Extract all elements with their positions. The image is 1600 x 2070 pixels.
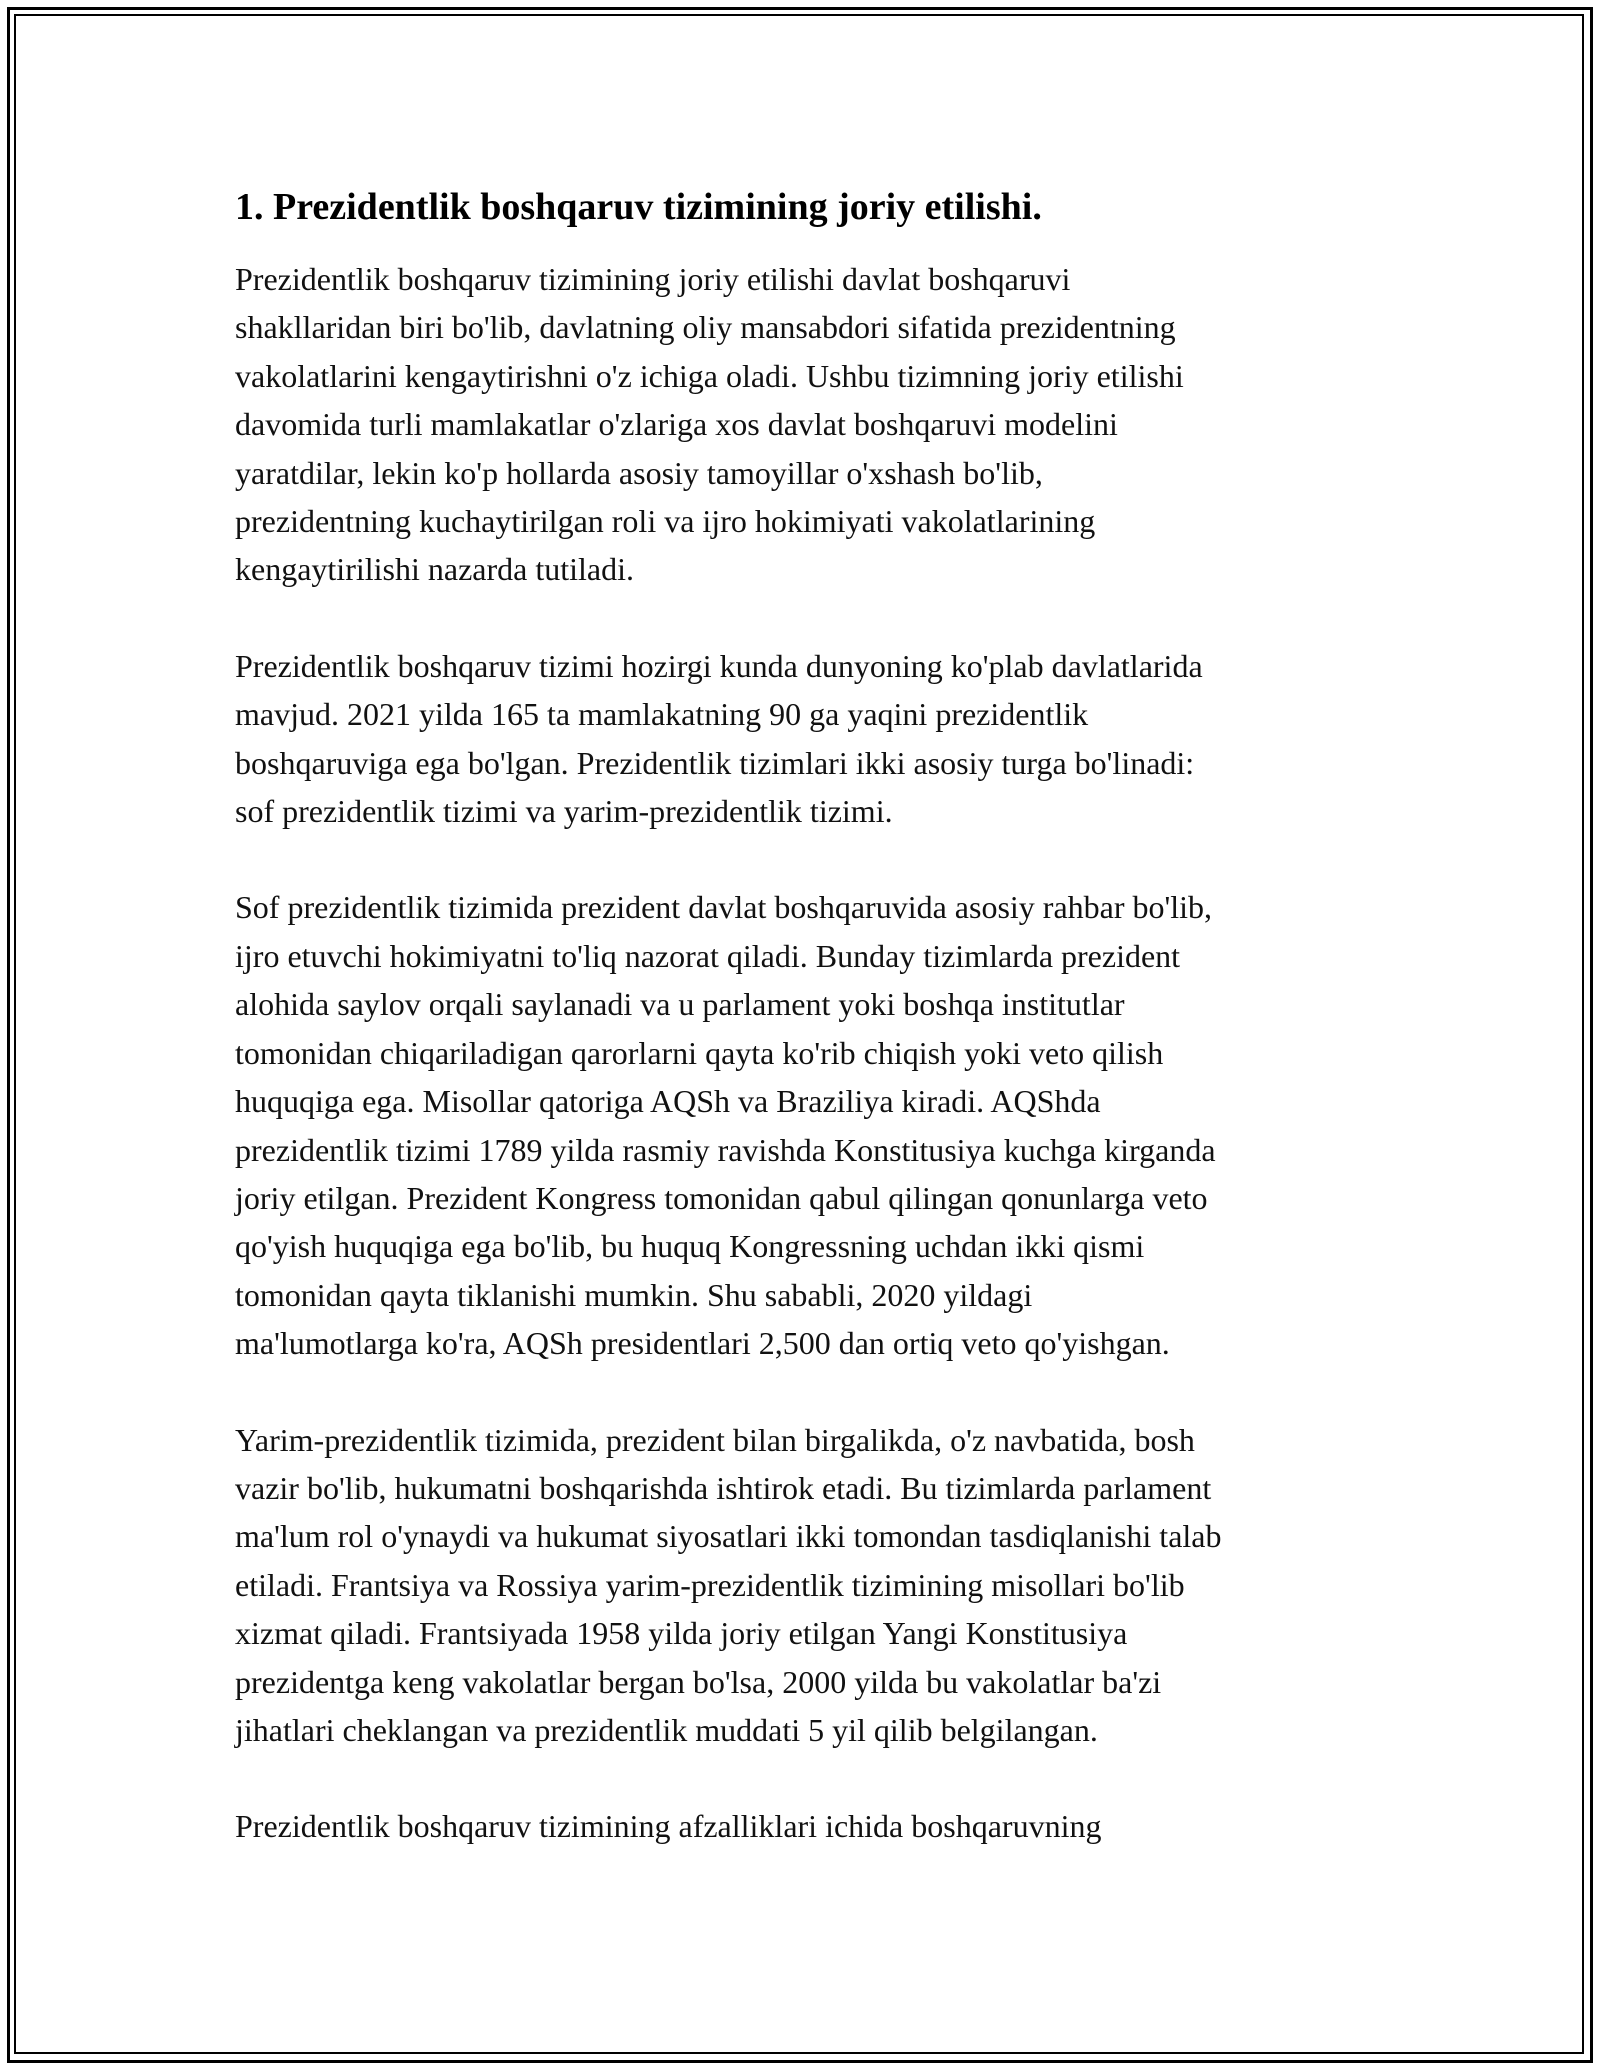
paragraph-line: vakolatlarini kengaytirishni o'z ichiga oladi. Ushbu tizimning joriy etilishi: [235, 357, 1184, 394]
paragraph-line: mavjud. 2021 yilda 165 ta mamlakatning 90 ga yaqini prezidentlik: [235, 696, 1089, 733]
paragraph-line: alohida saylov orqali saylanadi va u parlament yoki boshqa institutlar: [235, 986, 1125, 1023]
paragraph-pure-presidential: [235, 883, 1375, 1367]
paragraph-statistics: [235, 642, 1375, 836]
paragraph-line: prezidentga keng vakolatlar bergan bo'lsa, 2000 yilda bu vakolatlar ba'zi: [235, 1663, 1162, 1700]
paragraph-line: vazir bo'lib, hukumatni boshqarishda ishtirok etadi. Bu tizimlarda parlament: [235, 1469, 1212, 1506]
paragraph-intro: [235, 255, 1375, 594]
paragraph-line: huquqiga ega. Misollar qatoriga AQSh va Braziliya kiradi. AQShda: [235, 1083, 1101, 1120]
paragraph-line: tomonidan qayta tiklanishi mumkin. Shu sababli, 2020 yildagi: [235, 1276, 1033, 1313]
paragraph-line: sof prezidentlik tizimi va yarim-prezidentlik tizimi.: [235, 793, 893, 830]
paragraph-line: ijro etuvchi hokimiyatni to'liq nazorat qiladi. Bunday tizimlarda prezident: [235, 937, 1181, 974]
paragraph-line: Yarim-prezidentlik tizimida, prezident bilan birgalikda, o'z navbatida, bosh: [235, 1421, 1195, 1458]
paragraph-line: Prezidentlik boshqaruv tizimining joriy etilishi davlat boshqaruvi: [235, 261, 1071, 297]
paragraph-line: ma'lumotlarga ko'ra, AQSh presidentlari 2,500 dan ortiq veto qo'yishgan.: [235, 1325, 1170, 1362]
paragraph-line: kengaytirilishi nazarda tutiladi.: [235, 551, 634, 588]
paragraph-line: ma'lum rol o'ynaydi va hukumat siyosatlari ikki tomondan tasdiqlanishi talab: [235, 1518, 1222, 1555]
paragraph-line: yaratdilar, lekin ko'p hollarda asosiy tamoyillar o'xshash bo'lib,: [235, 454, 1043, 491]
paragraph-advantages: [235, 1802, 1375, 1850]
paragraph-line: Sof prezidentlik tizimida prezident davlat boshqaruvida asosiy rahbar bo'lib,: [235, 889, 1213, 926]
paragraph-line: prezidentning kuchaytirilgan roli va ijro hokimiyati vakolatlarining: [235, 503, 1096, 540]
paragraph-line: etiladi. Frantsiya va Rossiya yarim-prezidentlik tizimining misollari bo'lib: [235, 1566, 1185, 1603]
paragraph-line: Prezidentlik boshqaruv tizimining afzalliklari ichida boshqaruvning: [235, 1808, 1102, 1845]
paragraph-line: shakllaridan biri bo'lib, davlatning oliy mansabdori sifatida prezidentning: [235, 309, 1176, 346]
paragraph-semi-presidential: [235, 1416, 1375, 1755]
paragraph-line: jihatlari cheklangan va prezidentlik muddati 5 yil qilib belgilangan.: [235, 1711, 1098, 1748]
paragraph-line: davomida turli mamlakatlar o'zlariga xos davlat boshqaruvi modelini: [235, 406, 1118, 443]
paragraph-line: joriy etilgan. Prezident Kongress tomonidan qabul qilingan qonunlarga veto: [235, 1179, 1208, 1216]
document-body: [235, 183, 1375, 1899]
paragraph-line: xizmat qiladi. Frantsiyada 1958 yilda joriy etilgan Yangi Konstitusiya: [235, 1615, 1128, 1652]
paragraph-line: boshqaruviga ega bo'lgan. Prezidentlik tizimlari ikki asosiy turga bo'linadi:: [235, 744, 1195, 781]
paragraph-line: qo'yish huquqiga ega bo'lib, bu huquq Kongressning uchdan ikki qismi: [235, 1228, 1145, 1265]
paragraph-line: Prezidentlik boshqaruv tizimi hozirgi kunda dunyoning ko'plab davlatlarida: [235, 647, 1203, 684]
paragraph-line: prezidentlik tizimi 1789 yilda rasmiy ravishda Konstitusiya kuchga kirganda: [235, 1131, 1216, 1168]
paragraph-line: tomonidan chiqariladigan qarorlarni qayta ko'rib chiqish yoki veto qilish: [235, 1034, 1164, 1071]
section-title: 1. Prezidentlik boshqaruv tizimining joriy etilishi.: [235, 186, 1042, 228]
